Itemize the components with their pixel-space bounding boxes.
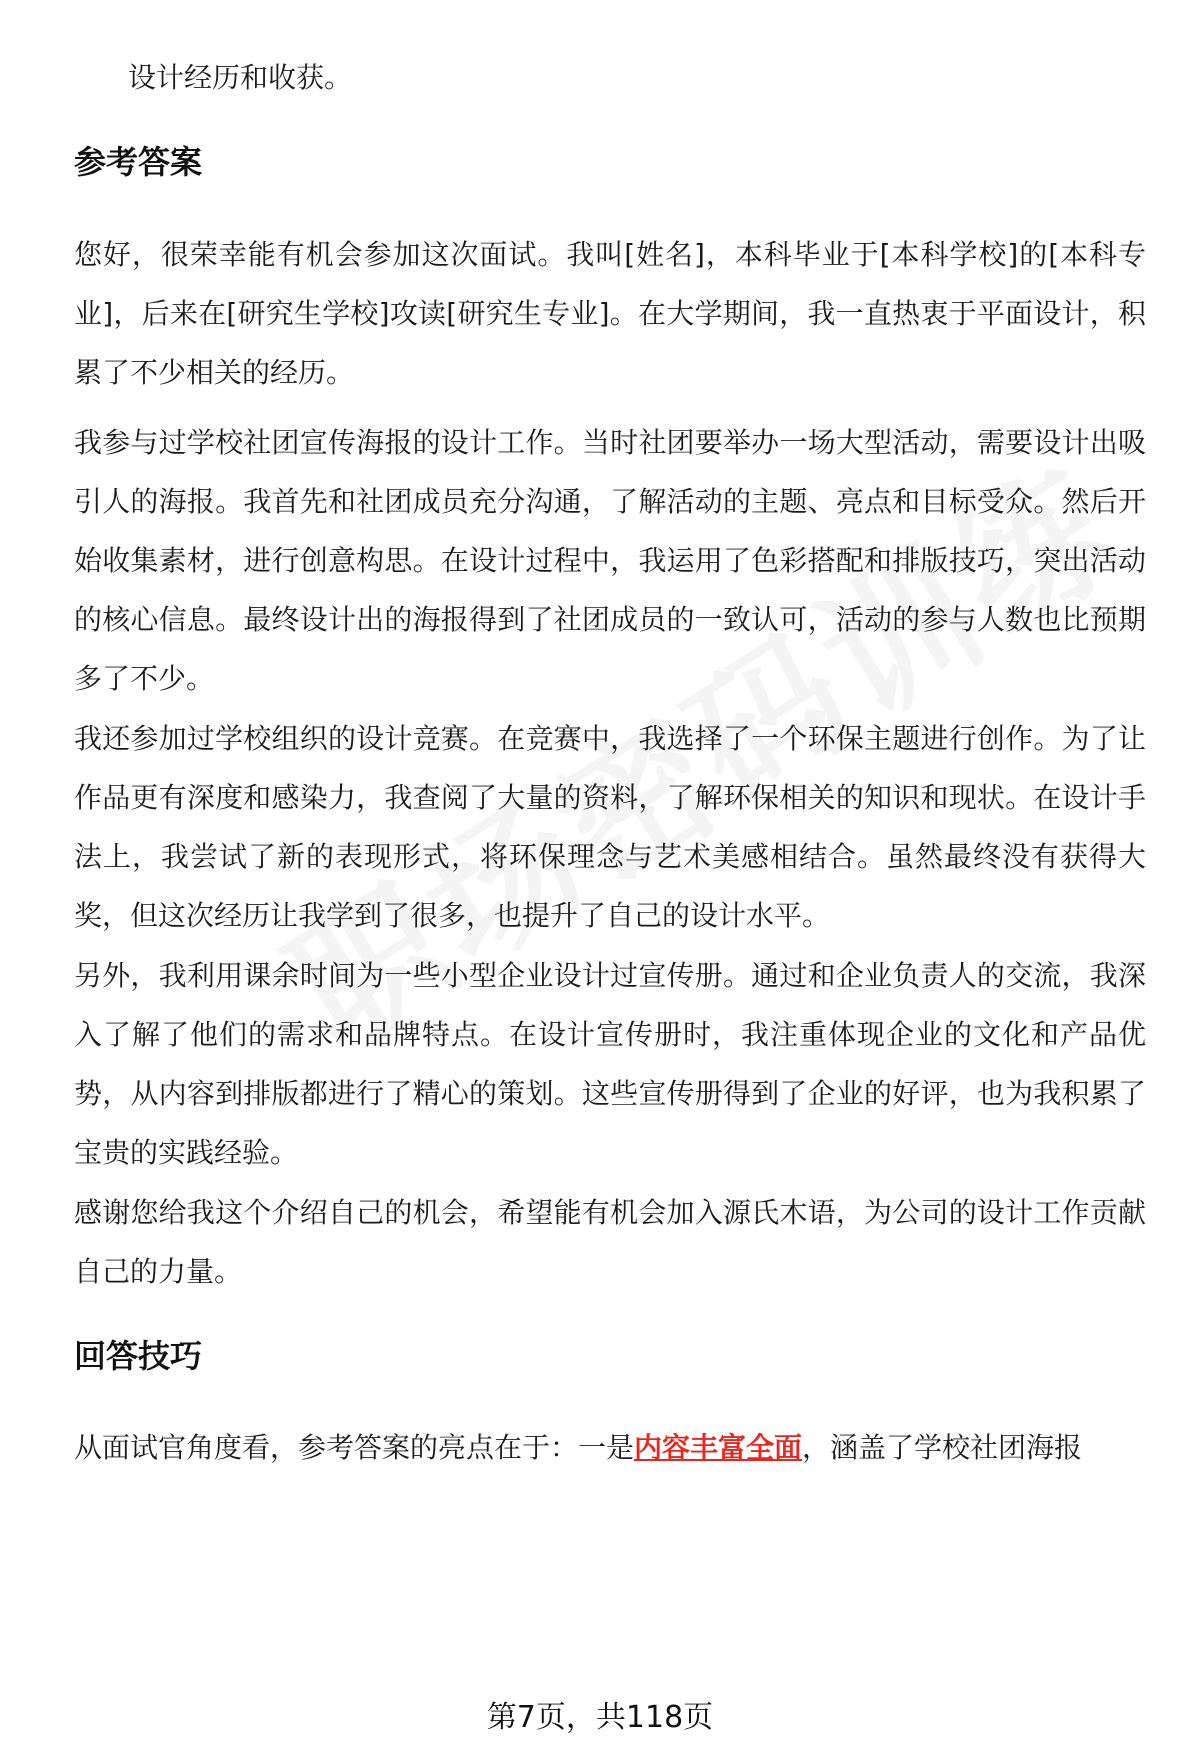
section-heading-reference-answer: 参考答案 bbox=[74, 143, 203, 181]
answer-paragraph: 我参与过学校社团宣传海报的设计工作。当时社团要举办一场大型活动，需要设计出吸引人的海报。我首先和社团成员充分沟通，了解活动的主题、亮点和目标受众。然后开始收集素材，进行创意构思。在设计过程中，我运用了色彩搭配和排版技巧，突出活动的核心信息。最终设计出的海报得到了社团成员的一致认可，活动的参与人数也比预期多了不少。 bbox=[74, 426, 1146, 695]
tips-lead-text: 从面试官角度看，参考答案的亮点在于：一是 bbox=[74, 1431, 635, 1464]
answer-paragraph: 您好，很荣幸能有机会参加这次面试。我叫[姓名]，本科毕业于[本科学校]的[本科专业]，后来在[研究生学校]攻读[研究生专业]。在大学期间，我一直热衷于平面设计，积累了不少相关的经历。 bbox=[74, 238, 1146, 389]
highlight-text: 内容丰富全面 bbox=[634, 1431, 803, 1464]
section-heading-answer-tips: 回答技巧 bbox=[74, 1337, 203, 1375]
continuation-line: 设计经历和收获。 bbox=[128, 61, 353, 94]
tips-tail-text: ，涵盖了学校社团海报 bbox=[802, 1431, 1083, 1464]
answer-paragraph: 感谢您给我这个介绍自己的机会，希望能有机会加入源氏木语，为公司的设计工作贡献自己的力量。 bbox=[74, 1196, 1146, 1288]
page-footer: 第7页，共118页 bbox=[486, 1700, 714, 1735]
tips-paragraph bbox=[74, 1418, 1146, 1477]
answer-paragraph: 另外，我利用课余时间为一些小型企业设计过宣传册。通过和企业负责人的交流，我深入了解了他们的需求和品牌特点。在设计宣传册时，我注重体现企业的文化和产品优势，从内容到排版都进行了精心的策划。这些宣传册得到了企业的好评，也为我积累了宝贵的实践经验。 bbox=[74, 959, 1146, 1169]
answer-paragraph: 我还参加过学校组织的设计竞赛。在竞赛中，我选择了一个环保主题进行创作。为了让作品更有深度和感染力，我查阅了大量的资料，了解环保相关的知识和现状。在设计手法上，我尝试了新的表现形式，将环保理念与艺术美感相结合。虽然最终没有获得大奖，但这次经历让我学到了很多，也提升了自己的设计水平。 bbox=[74, 722, 1146, 932]
